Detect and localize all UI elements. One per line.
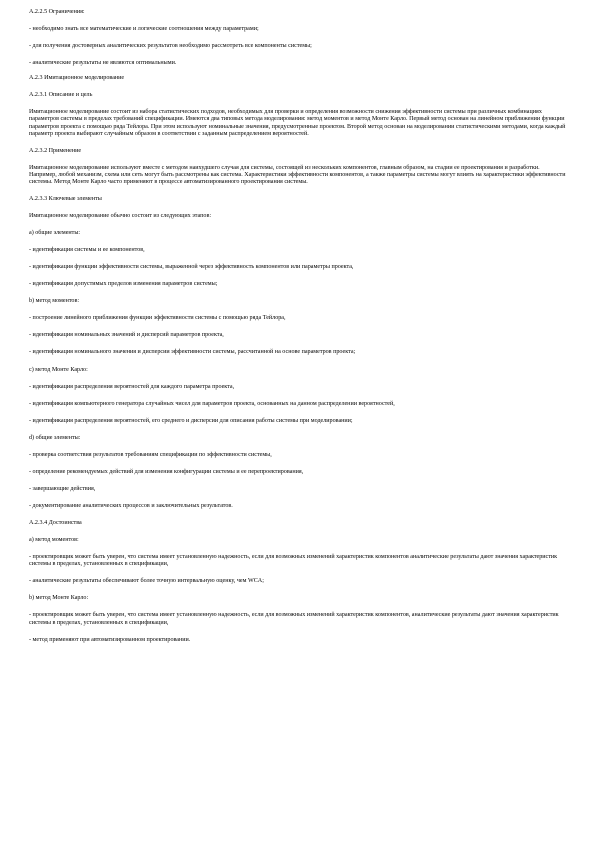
bullet-item: - идентификация номинальных значений и дисперсий параметров проекта,	[29, 332, 224, 339]
bullet-item: - идентификация допустимых пределов изменения параметров системы;	[29, 281, 218, 288]
document-page	[29, 9, 566, 644]
heading-a233: А.2.3.3 Ключевые элементы	[29, 195, 102, 202]
bullet-item: - аналитические результаты не являются оптимальными.	[29, 60, 177, 67]
body-paragraph: Имитационное моделирование обычно состоит из следующих этапов:	[29, 212, 212, 219]
list-heading: d) общие элементы:	[29, 434, 81, 441]
bullet-item: - определение рекомендуемых действий для изменения конфигурации системы и ее перепроектирования,	[29, 468, 304, 475]
heading-a234: А.2.3.4 Достоинства	[29, 520, 82, 527]
bullet-item: - метод применяют при автоматизированном проектировании.	[29, 636, 191, 643]
heading-a23: А.2.3 Имитационное моделирование	[29, 75, 125, 82]
bullet-item: - проектировщик может быть уверен, что система имеет установленную надежность, если для возможных изменений характеристик компонентов аналитические результаты дают значения характеристик системы в пределах, установленных в спецификации,	[29, 554, 558, 568]
bullet-item: - идентификация компьютерного генератора случайных чисел для параметров проекта, основанных на данном распределении вероятностей,	[29, 400, 395, 407]
heading-a231: А.2.3.1 Описание и цель	[29, 92, 93, 99]
bullet-item: - для получения достоверных аналитических результатов необходимо рассмотреть все компоненты системы;	[29, 43, 312, 50]
bullet-item: - идентификация распределения вероятностей, его среднего и дисперсии для описания работы системы при моделировании;	[29, 417, 353, 424]
bullet-item: - идентификация номинального значения и дисперсии эффективности системы, рассчитанной на основе параметров проекта;	[29, 349, 356, 356]
list-heading: a) общие элементы:	[29, 230, 81, 236]
bullet-item: - завершающие действия,	[29, 485, 96, 492]
bullet-item: - проектировщик может быть уверен, что система имеет установленную надежность, если для возможных изменений характеристик компонентов, аналитические результаты дают значения характеристик системы в пределах, установленных в спецификации,	[29, 612, 559, 626]
list-heading: c) метод Монте Карло:	[29, 366, 88, 373]
body-paragraph: Имитационное моделирование состоит из набора статистических подходов, необходимых для проверки и определения возможности снижения эффективности системы при различных комбинациях параметров системы в пределах требований спецификации. Имеются два типовых метода моделирования: метод моментов и метод Монте Карло. Первый метод основан на линейном приближении функции параметров проекта с помощью ряда Тейлора. При этом используют номинальные значения, предусмотренные проектом. Второй метод основан на моделировании статистическими методами, когда каждый параметр проекта выбирают случайным образом в соответствии с заданным распределением вероятностей.	[29, 109, 566, 137]
heading-a225: А.2.2.5 Ограничения:	[29, 9, 85, 15]
bullet-item: - построение линейного приближения функции эффективности системы с помощью ряда Тейлора,	[29, 315, 286, 322]
heading-a232: А.2.3.2 Применение	[29, 147, 82, 154]
bullet-item: - документирование аналитических процессов и заключительных результатов.	[29, 503, 233, 509]
list-heading: a) метод моментов:	[29, 537, 79, 544]
list-heading: b) метод Монте Карло:	[29, 595, 89, 602]
bullet-item: - проверка соответствия результатов требованиям спецификации по эффективности системы,	[29, 451, 272, 458]
bullet-item: - аналитические результаты обеспечивают более точную интервальную оценку, чем WCA;	[29, 578, 264, 585]
bullet-item: - необходимо знать все математические и логические соотношения между параметрами;	[29, 26, 259, 33]
bullet-item: - идентификация распределения вероятностей для каждого параметра проекта,	[29, 383, 235, 390]
bullet-item: - идентификация функции эффективности системы, выраженной через эффективность компонентов или параметры проекта,	[29, 264, 354, 271]
list-heading: b) метод моментов:	[29, 298, 80, 305]
body-paragraph: Имитационное моделирование используют вместе с методом наихудшего случая для системы, состоящей из нескольких компонентов, главным образом, на стадии ее проектирования и разработки. Например, любой механизм, схема или сеть могут быть рассмотрены как система. Характеристики эффективности компонентов, а также параметры системы могут влиять на характеристики эффективности системы. Метод Монте Карло часто применяют в процессе автоматизированного проектирования системы.	[29, 164, 566, 185]
bullet-item: - идентификация системы и ее компонентов,	[29, 247, 145, 254]
